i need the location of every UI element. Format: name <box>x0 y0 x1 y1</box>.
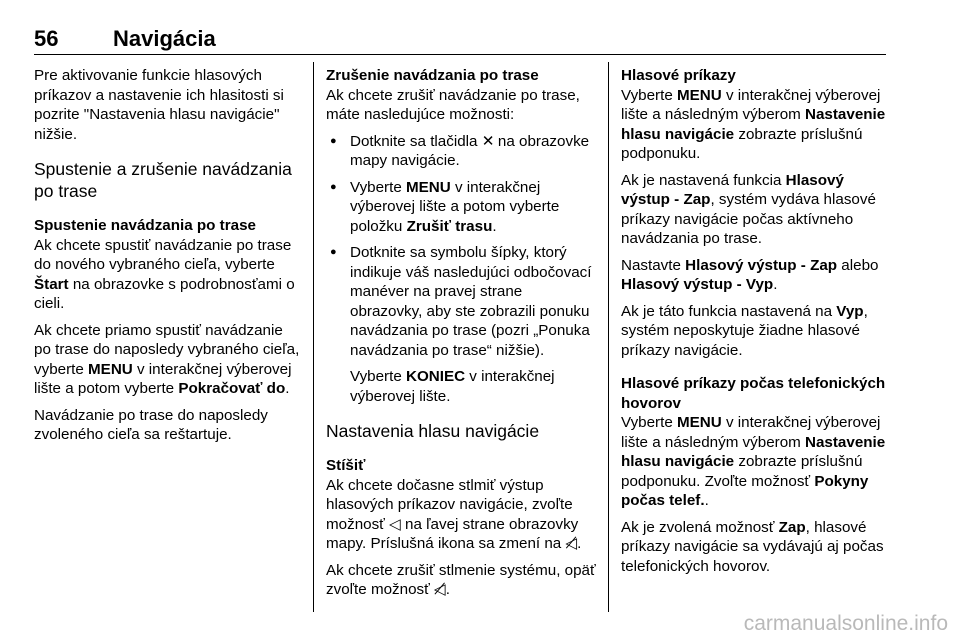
intro-paragraph: Pre aktivovanie funkcie hlasových príkazov a nastavenie ich hlasitosti si pozrite "Nastavenia hlasu navigácie" nižšie. <box>34 67 284 143</box>
paragraph: Ak chcete zrušiť navádzanie po trase, máte nasledujúce možnosti: <box>326 86 580 123</box>
page-header <box>34 26 886 55</box>
bullet-list <box>326 132 596 361</box>
section-heading: Nastavenia hlasu navigácie <box>326 421 540 441</box>
list-item: ● Dotknite sa tlačidla ✕ na obrazovke mapy navigácie. <box>326 132 596 171</box>
paragraph: Vyberte KONIEC v interakčnej výberovej lište. <box>350 368 555 405</box>
subsection-heading: Hlasové príkazy počas telefonických hovorov <box>621 375 886 412</box>
paragraph: Navádzanie po trase do naposledy zvoleného cieľa sa reštartuje. <box>34 406 268 443</box>
paragraph: Ak je táto funkcia nastavená na Vyp, systém neposkytuje žiadne hlasové príkazy navigácie. <box>621 302 868 359</box>
list-item: ● Vyberte MENU v interakčnej výberovej lište a potom vyberte položku Zrušiť trasu. <box>326 178 596 237</box>
list-item: ● Dotknite sa symbolu šípky, ktorý indikuje váš nasledujúci odbočovací manéver na pravej strane obrazovky, aby ste zobrazili ponuku navádzania po trase (pozri „Ponuka navádzania po trase“ nižšie). <box>326 243 596 360</box>
paragraph: Ak chcete spustiť navádzanie po trase do nového vybraného cieľa, vyberte Štart na obrazovke s podrobnosťami o cieli. <box>34 236 295 312</box>
subsection-heading: Stíšiť <box>326 457 366 474</box>
paragraph: Ak chcete priamo spustiť navádzanie po trase do naposledy vybraného cieľa, vyberte MENU v interakčnej výberovej lište a potom vyberte Pokračovať do. <box>34 321 300 397</box>
column-3 <box>621 66 889 583</box>
paragraph: Ak chcete zrušiť stlmenie systému, opäť zvoľte možnosť ◁̸. <box>326 561 596 598</box>
column-2 <box>326 66 596 607</box>
paragraph: Ak chcete dočasne stlmiť výstup hlasových príkazov navigácie, zvoľte možnosť ◁ na ľavej strane obrazovky mapy. Príslušná ikona sa zmení na ◁̸. <box>326 476 582 552</box>
section-title: Navigácia <box>113 26 216 51</box>
close-icon: ✕ <box>481 132 495 150</box>
column-1 <box>34 66 302 452</box>
paragraph: Vyberte MENU v interakčnej výberovej lište a následným výberom Nastavenie hlasu navigácie zobrazte príslušnú podponuku. <box>621 86 886 162</box>
term-start: Štart <box>34 275 69 293</box>
paragraph: Ak je nastavená funkcia Hlasový výstup - Zap, systém vydáva hlasové príkazy navigácie počas aktívneho navádzania po trase. <box>621 171 876 247</box>
subsection-heading: Spustenie navádzania po trase <box>34 217 256 234</box>
paragraph: Nastavte Hlasový výstup - Zap alebo Hlasový výstup - Vyp. <box>621 256 879 293</box>
column-divider-2 <box>608 62 609 612</box>
subsection-heading: Zrušenie navádzania po trase <box>326 67 539 84</box>
speaker-muted-icon: ◁̸ <box>434 581 446 598</box>
speaker-muted-icon: ◁̸ <box>565 535 578 552</box>
section-heading: Spustenie a zrušenie navádzania po trase <box>34 159 292 201</box>
speaker-icon: ◁ <box>389 515 401 533</box>
paragraph: Ak je zvolená možnosť Zap, hlasové príkazy navigácie sa vydávajú aj počas telefonických hovorov. <box>621 518 884 575</box>
subsection-heading: Hlasové príkazy <box>621 67 736 84</box>
column-divider-1 <box>313 62 314 612</box>
paragraph: Vyberte MENU v interakčnej výberovej lište a následným výberom Nastavenie hlasu navigácie zobrazte príslušnú podponuku. Zvoľte možnosť Pokyny počas telef.. <box>621 414 886 509</box>
page-number: 56 <box>34 26 59 51</box>
watermark: carmanualsonline.info <box>743 612 948 635</box>
